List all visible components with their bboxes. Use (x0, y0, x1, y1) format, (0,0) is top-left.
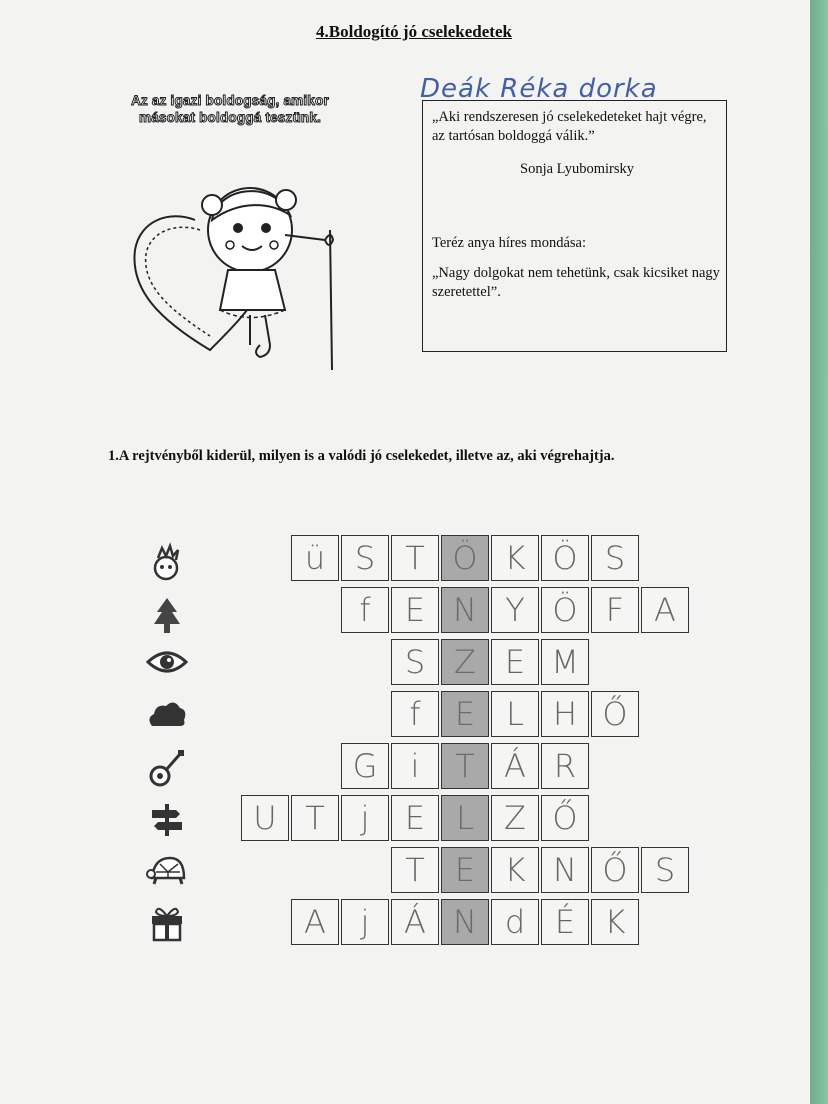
crossword-cell[interactable]: T (441, 743, 489, 789)
crossword-cell[interactable]: E (391, 795, 439, 841)
crossword-cell[interactable]: ü (291, 535, 339, 581)
table-background (810, 0, 828, 1104)
crossword-cell[interactable]: T (291, 795, 339, 841)
quote-lyubomirsky: „Aki rendszeresen jó cselekedeteket hajt végre, az tartósan boldoggá válik.” (432, 109, 707, 144)
girl-with-heart-illustration (100, 150, 350, 380)
motto-line-1: Az az igazi boldogság, amikor (131, 93, 329, 108)
quote-teresa: „Nagy dolgokat nem tehetünk, csak kicsiket nagy szeretettel”. (432, 265, 720, 300)
crossword-cell[interactable]: H (541, 691, 589, 737)
crossword-cell[interactable]: i (391, 743, 439, 789)
task-instruction: 1.A rejtvényből kiderül, milyen is a valódi jó cselekedet, illetve az, aki végrehajtja. (108, 448, 615, 464)
crossword-cell[interactable]: Á (391, 899, 439, 945)
eye-icon (146, 642, 188, 682)
crossword-cell[interactable]: A (641, 587, 689, 633)
crossword-cell[interactable]: Ö (541, 535, 589, 581)
crossword-cell[interactable]: S (391, 639, 439, 685)
motto-text (110, 92, 350, 126)
crossword-cell[interactable]: T (391, 535, 439, 581)
crossword-cell[interactable]: K (491, 535, 539, 581)
motto-line-2: másokat boldoggá teszünk. (138, 110, 322, 125)
turtle-icon (146, 850, 188, 890)
crossword-cell[interactable]: f (341, 587, 389, 633)
crossword-cell[interactable]: S (591, 535, 639, 581)
crossword-cell[interactable]: R (541, 743, 589, 789)
crossword-cell[interactable]: L (441, 795, 489, 841)
crossword-cell[interactable]: E (491, 639, 539, 685)
crossword-cell[interactable]: T (391, 847, 439, 893)
crossword-cell[interactable]: É (541, 899, 589, 945)
quote-author: Sonja Lyubomirsky (520, 161, 634, 177)
hair-icon (146, 542, 188, 582)
crossword-cell[interactable]: Ő (591, 847, 639, 893)
crossword-cell[interactable]: N (441, 899, 489, 945)
handwritten-name: Deák Réka dorka (420, 74, 658, 104)
crossword-cell[interactable]: Z (441, 639, 489, 685)
crossword-cell[interactable]: M (541, 639, 589, 685)
crossword-cell[interactable]: S (341, 535, 389, 581)
crossword-cell[interactable]: U (241, 795, 289, 841)
signpost-icon (146, 800, 188, 840)
crossword-cell[interactable]: Y (491, 587, 539, 633)
crossword-cell[interactable]: E (441, 847, 489, 893)
crossword-cell[interactable]: d (491, 899, 539, 945)
crossword-cell[interactable]: N (441, 587, 489, 633)
crossword-cell[interactable]: j (341, 795, 389, 841)
crossword-cell[interactable]: S (641, 847, 689, 893)
crossword-cell[interactable]: Ö (541, 587, 589, 633)
crossword-cell[interactable]: K (591, 899, 639, 945)
crossword-cell[interactable]: G (341, 743, 389, 789)
tree-icon (146, 596, 188, 636)
guitar-icon (146, 748, 188, 788)
crossword-cell[interactable]: f (391, 691, 439, 737)
gift-icon (146, 902, 188, 942)
crossword-cell[interactable]: N (541, 847, 589, 893)
crossword-cell[interactable]: Z (491, 795, 539, 841)
crossword-cell[interactable]: Ő (591, 691, 639, 737)
crossword-cell[interactable]: L (491, 691, 539, 737)
crossword-cell[interactable]: j (341, 899, 389, 945)
crossword-cell[interactable]: Ö (441, 535, 489, 581)
crossword-cell[interactable]: A (291, 899, 339, 945)
crossword-cell[interactable]: E (391, 587, 439, 633)
crossword-cell[interactable]: Á (491, 743, 539, 789)
page-title: 4.Boldogító jó cselekedetek (316, 22, 512, 41)
crossword-cell[interactable]: Ő (541, 795, 589, 841)
crossword-cell[interactable]: F (591, 587, 639, 633)
cloud-icon (146, 694, 188, 734)
teresa-heading: Teréz anya híres mondása: (432, 235, 586, 251)
crossword-cell[interactable]: K (491, 847, 539, 893)
crossword-cell[interactable]: E (441, 691, 489, 737)
